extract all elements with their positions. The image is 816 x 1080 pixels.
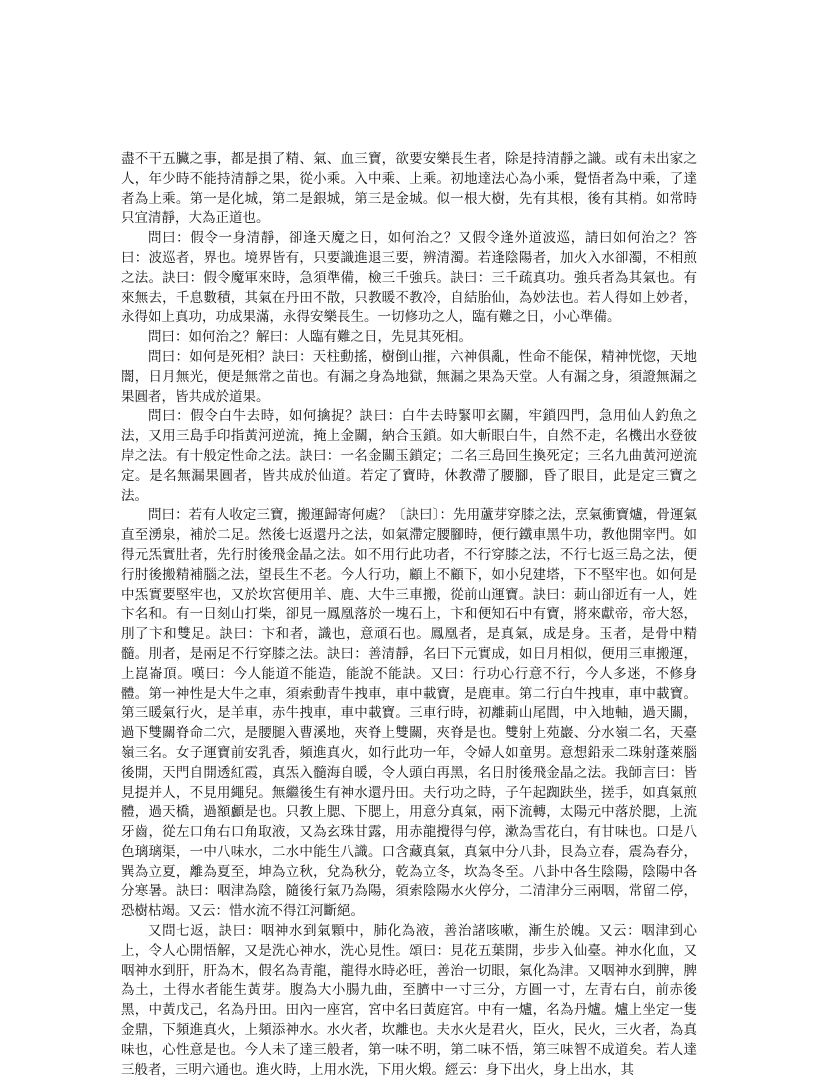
paragraph-6: 問曰：若有人收定三寶，搬運歸寄何處？〔訣曰〕：先用蘆芽穿膝之法，烹氣衝寶爐，骨運氣直至湧泉，補於二足。然後七返還丹之法，如氣滯定腰腳時，便行鐵車黑牛功，教他開宰門。如得元炁實肚者，先行肘後飛金晶之法。如不用行此功者，不行穿膝之法，不行七返三島之法，便行肘後搬精補腦之法，望長生不老。今人行功，顧上不顧下，如小兒建塔，下不堅牢也。如何是中炁實要堅牢也，又於坎宮便用羊、鹿、大牛三車搬，從前山運寶。訣曰：莿山卻近有一人，姓卞名和。有一日刻山打柴，卻見一鳳凰落於一塊石上，卞和便知石中有寶，將來獻帝，帝大怒，刖了卞和雙足。訣曰：卞和者，識也，意頑石也。鳳凰者，是真氣，成是身。玉者，是骨中精髓。刖者，是兩足不行穿膝之法。訣曰：善清靜，名曰下元實成，如日月相似，便用三車搬運，上崑崙頂。嘆曰：今人能道不能造，能說不能訣。又曰：行功心行意不行，今人多迷，不修身體。第一神性是大牛之車，須索動青牛拽車，車中載寶，是鹿車。第二行白牛拽車，車中載寶。第三暖氣行火，是羊車，赤牛拽車，車中載寶。三車行時，初離莿山尾閭，中入地軸，過天關，過下雙關脊命二穴，是腰腿入曹溪地，夾脊上雙關，夾脊是也。雙射上苑巖、分水嶺二名，天臺嶺三名。女子運寶前安乳香，頻進真火，如行此功一年，令婦人如童男。意想鉛汞二珠射蓬萊腦後開，天門自開透紅霞，真炁入髓海自暖，令人頭白再黑，名日肘後飛金晶之法。我師言曰：皆見提并人，不見用繩兒。無繼後生有神水還丹田。夫行功之時，子午起踟趺坐，搓手，如真氣煎體，過天橋，過額顱是也。只教上腮、下腮上，用意分真氣，兩下流轉，太陽元中落於腮，上流牙齒，從左口角右口角取液，又為玄珠甘露，用赤龍攪得勻停，漱為雪花白，有甘味也。口是八色璃璃渠，一中八味水，二水中能生八識。口含藏真氣，真氣中分八卦，艮為立春，震為春分，巽為立夏，離為夏至，坤為立秋，兌為秋分，乾為立冬，坎為冬至。八卦中各生陰陽，陰陽中各分寒暑。訣曰：咽津為陰，隨後行氣乃為陽，須索陰陽水火停分，二清津分三兩咽，常留二停，恐樹枯竭。又云：惜水流不得江河斷絕。 (121, 507, 697, 920)
paragraph-3: 問曰：如何治之？解曰：人臨有難之日，先見其死相。 (148, 329, 472, 346)
document-page (121, 150, 697, 1080)
paragraph-1: 盡不干五臟之事，都是損了精、氣、血三寶，欲要安樂長生者，除是持清靜之識。或有未出家之人，年少時不能持清靜之果，從小乘。入中乘、上乘。初地達法心為小乘，覺悟者為中乘，了達者為上乘。第一是化城，第二是銀城，第三是金城。似一根大樹，先有其根，後有其梢。如常時只宜清靜，大為正道也。 (121, 151, 697, 227)
paragraph-4: 問曰：如何是死相？訣曰：天柱動搖，樹倒山摧，六神俱亂，性命不能保，精神恍惚，天地闇，日月無光，便是無常之苗也。有漏之身為地獄，無漏之果為天堂。人有漏之身，須證無漏之果圓者，皆共成於道果。 (121, 348, 697, 405)
paragraph-7: 又問七返，訣曰：咽神水到氣顆中，肺化為液，善治諸咳嗽，漸生於魄。又云：咽津到心上，令人心開悟解，又是洗心神水，洗心見性。頌曰：見花五葉開，步步入仙臺。神水化血，又咽神水到肝，肝為木，假名為青龍，龍得水時必旺，善治一切眼，氣化為津。又咽神水到脾，脾為土，土得水者能生黃芽。腹為大小腸九曲，至臍中一寸三分，方圓一寸，左青右白，前赤後黑，中黃戊己，名為丹田。田內一座宮，宮中名曰黃庭宮。中有一爐，名為丹爐。爐上坐定一隻金鼎，下頻進真火，上頻添神水。水火者，坎離也。夫水火是君火，臣火，民火，三火者，為真味也，心性意是也。今人未了達三般者，第一味不明，第二味不悟，第三味智不成道矣。若人達三般者，三明六通也。進火時，上用水洗，下用火煅。經云：身下出火，身上出水，其 (121, 923, 697, 1078)
paragraph-5: 問曰：假令白牛去時，如何擒捉？訣曰：白牛去時緊叩玄關，牢鎖四門，急用仙人釣魚之法，又用三島手印指黃河逆流，掩上金關，納合玉鎖。如大斬眼白牛，自然不走，名機出水登彼岸之法。有十般定性命之法。訣曰：一名金關玉鎖定；二名三島回生換死定；三名九曲黃河逆流定。是名無漏果圓者，皆共成於仙道。若定了寶時，休教滯了腰腳，昏了眼目，此是定三寶之法。 (121, 408, 697, 504)
paragraph-2: 問曰：假令一身清靜，卻逢天魔之日，如何治之？又假令逢外道波巡，請曰如何治之？答曰：波巡者，界也。境界皆有，只要識進退三要，辨清濁。若逢陰陽者，加火入水卻濁，不相煎之法。訣曰：假令魔軍來時，急須準備，檢三千強兵。訣曰：三千疏真功。強兵者為其氣也。有來無去，千息數積，其氣在丹田不散，只教暖不教冷，自結胎仙，為妙法也。若人得如上妙者，永得如上真功，功成果滿，永得安樂長生。一切修功之人，臨有難之日，小心準備。 (121, 230, 697, 326)
